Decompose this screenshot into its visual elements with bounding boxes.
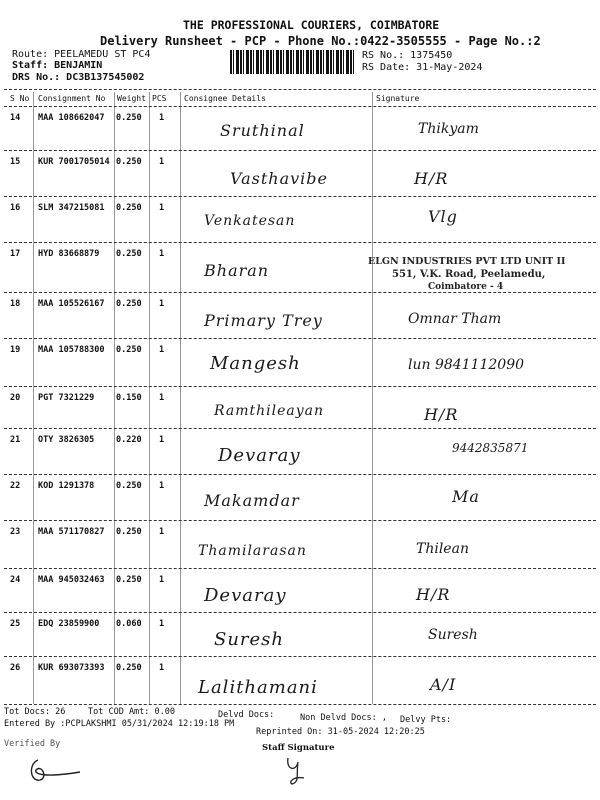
consignee-handwriting: Venkatesan	[204, 213, 296, 229]
row-sno: 23	[10, 527, 21, 537]
signature-handwriting: Thikyam	[418, 121, 479, 137]
row-pcs: 1	[159, 345, 165, 355]
table-row	[4, 196, 596, 243]
signature-handwriting: H/R	[424, 405, 459, 424]
row-sno: 16	[10, 203, 21, 213]
stamp-line: Coimbatore - 4	[428, 282, 504, 292]
consignee-handwriting: Devaray	[218, 445, 301, 466]
row-weight: 0.250	[116, 299, 142, 309]
consignee-handwriting: Suresh	[214, 629, 285, 650]
table-row	[4, 338, 596, 387]
row-sno: 24	[10, 575, 21, 585]
consignee-handwriting: Devaray	[204, 585, 287, 606]
row-consignment: MAA 105788300	[38, 345, 105, 355]
row-pcs: 1	[159, 575, 165, 585]
row-weight: 0.250	[116, 345, 142, 355]
table-bottom-rule	[4, 704, 596, 705]
col-consignment: Consignment No	[38, 94, 106, 103]
col-sno: S No	[10, 94, 30, 103]
row-consignment: MAA 108662047	[38, 113, 105, 123]
row-weight: 0.250	[116, 113, 142, 123]
table-row	[4, 656, 596, 705]
row-weight: 0.250	[116, 481, 142, 491]
row-consignment: EDQ 23859900	[38, 619, 100, 629]
signature-handwriting: Ma	[452, 487, 480, 506]
row-consignment: MAA 105526167	[38, 299, 105, 309]
table-row	[4, 386, 596, 429]
signature-handwriting: Omnar Tham	[408, 311, 502, 327]
consignee-handwriting: Thamilarasan	[198, 543, 307, 559]
row-weight: 0.220	[116, 435, 142, 445]
row-pcs: 1	[159, 249, 165, 259]
row-consignment: SLM 347215081	[38, 203, 105, 213]
row-consignment: KUR 7001705014	[38, 157, 110, 167]
consignee-handwriting: Primary Trey	[204, 311, 323, 330]
row-consignment: MAA 945032463	[38, 575, 105, 585]
table-row	[4, 428, 596, 475]
row-sno: 26	[10, 663, 21, 673]
signature-handwriting: H/R	[416, 585, 451, 604]
table-row	[4, 568, 596, 613]
row-weight: 0.250	[116, 527, 142, 537]
verified-by-label: Verified By	[4, 739, 61, 749]
consignee-handwriting: Mangesh	[210, 353, 301, 374]
row-sno: 17	[10, 249, 21, 259]
delivery-points: Delvy Pts:	[400, 715, 452, 725]
rs-date: RS Date: 31-May-2024	[362, 62, 483, 73]
row-consignment: PGT 7321229	[38, 393, 95, 403]
col-weight: Weight	[117, 94, 146, 103]
row-sno: 22	[10, 481, 21, 491]
table-row	[4, 292, 596, 339]
staff-signature-mark	[282, 752, 312, 788]
row-sno: 14	[10, 113, 21, 123]
entered-by: Entered By :PCPLAKSHMI 05/31/2024 12:19:18 PM	[4, 719, 235, 729]
signature-handwriting: lun 9841112090	[408, 357, 525, 373]
row-consignment: OTY 3826305	[38, 435, 95, 445]
row-pcs: 1	[159, 527, 165, 537]
total-docs: Tot Docs: 26	[4, 707, 66, 717]
row-pcs: 1	[159, 663, 165, 673]
col-signature: Signature	[376, 94, 420, 103]
row-pcs: 1	[159, 113, 165, 123]
header-rule	[4, 89, 596, 90]
signature-handwriting: 9442835871	[452, 441, 529, 455]
consignee-handwriting: Makamdar	[204, 491, 300, 510]
stamp-line: ELGN INDUSTRIES PVT LTD UNIT II	[368, 256, 566, 267]
row-consignment: KOD 1291378	[38, 481, 95, 491]
delivered-docs: Delvd Docs:	[218, 710, 275, 720]
row-pcs: 1	[159, 393, 165, 403]
table-row	[4, 106, 596, 151]
row-sno: 20	[10, 393, 21, 403]
row-sno: 19	[10, 345, 21, 355]
col-pcs: PCS	[152, 94, 167, 103]
table-row	[4, 520, 596, 569]
consignee-handwriting: Sruthinal	[220, 121, 305, 140]
drs-number: DRS No.: DC3B137545002	[12, 72, 145, 83]
row-pcs: 1	[159, 481, 165, 491]
non-delivered-docs: Non Delvd Docs: ,	[300, 713, 387, 723]
row-weight: 0.150	[116, 393, 142, 403]
row-pcs: 1	[159, 619, 165, 629]
signature-handwriting: A/I	[430, 675, 457, 694]
consignee-handwriting: Bharan	[204, 261, 270, 280]
staff-label: Staff: BENJAMIN	[12, 60, 103, 71]
row-pcs: 1	[159, 299, 165, 309]
row-pcs: 1	[159, 157, 165, 167]
row-consignment: HYD 83668879	[38, 249, 100, 259]
verifier-signature-mark	[24, 752, 84, 792]
table-row	[4, 474, 596, 521]
col-consignee: Consignee Details	[184, 94, 266, 103]
row-pcs: 1	[159, 203, 165, 213]
signature-handwriting: Thilean	[416, 541, 469, 557]
staff-signature-label: Staff Signature	[262, 743, 335, 753]
consignee-handwriting: Lalithamani	[198, 677, 318, 698]
row-weight: 0.250	[116, 203, 142, 213]
row-sno: 15	[10, 157, 21, 167]
company-title: THE PROFESSIONAL COURIERS, COIMBATORE	[183, 18, 440, 32]
row-consignment: KUR 693073393	[38, 663, 105, 673]
signature-handwriting: Suresh	[428, 627, 478, 643]
company-stamp	[368, 255, 565, 294]
table-row	[4, 612, 596, 657]
row-sno: 25	[10, 619, 21, 629]
row-pcs: 1	[159, 435, 165, 445]
row-weight: 0.250	[116, 157, 142, 167]
row-weight: 0.250	[116, 663, 142, 673]
reprinted-on: Reprinted On: 31-05-2024 12:20:25	[256, 727, 425, 737]
route-label: Route: PEELAMEDU ST PC4	[12, 49, 151, 60]
stamp-line: 551, V.K. Road, Peelamedu,	[392, 269, 546, 280]
consignee-handwriting: Ramthileayan	[214, 403, 324, 419]
total-cod-amount: Tot COD Amt: 0.00	[88, 707, 175, 717]
barcode	[230, 50, 356, 74]
rs-number: RS No.: 1375450	[362, 50, 453, 61]
runsheet-title: Delivery Runsheet - PCP - Phone No.:0422-3505555 - Page No.:2	[100, 34, 541, 48]
row-consignment: MAA 571170827	[38, 527, 105, 537]
row-weight: 0.250	[116, 249, 142, 259]
table-row	[4, 150, 596, 197]
row-sno: 18	[10, 299, 21, 309]
signature-handwriting: Vlg	[428, 207, 458, 226]
row-sno: 21	[10, 435, 21, 445]
row-weight: 0.250	[116, 575, 142, 585]
row-weight: 0.060	[116, 619, 142, 629]
signature-handwriting: H/R	[414, 169, 449, 188]
consignee-handwriting: Vasthavibe	[230, 169, 328, 188]
